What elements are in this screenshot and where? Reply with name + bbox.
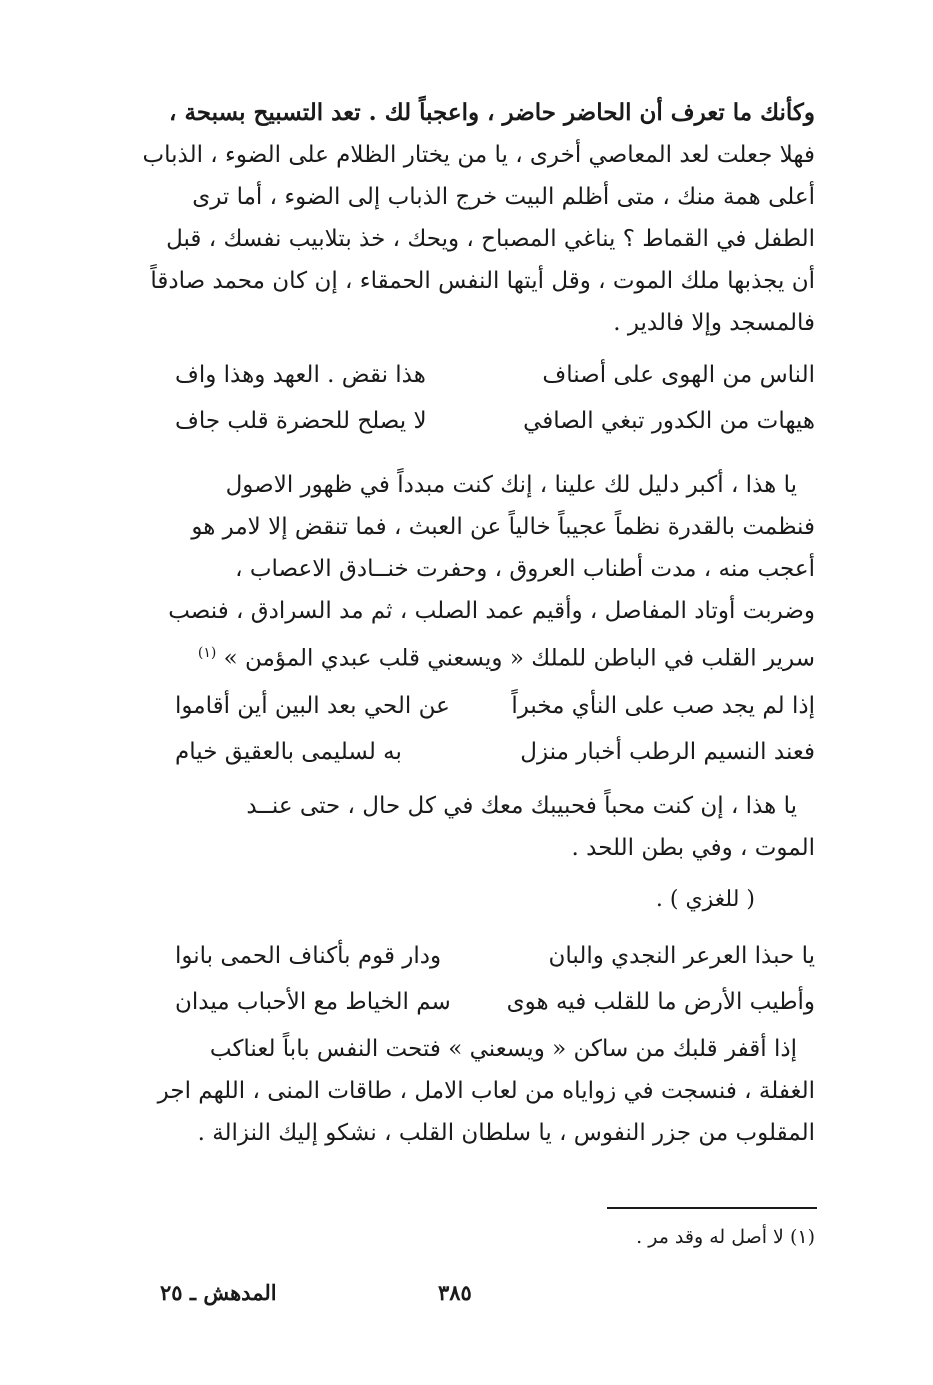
text-line: يا هذا ، أكبر دليل لك علينا ، إنك كنت مبدداً في ظهور الاصول xyxy=(225,472,797,498)
hemistich-left: هذا نقض . العهد وهذا واف xyxy=(175,362,426,388)
verse xyxy=(175,979,815,1025)
page-number: ٣٨٥ xyxy=(438,1280,472,1305)
footnote-divider xyxy=(607,1207,817,1209)
paragraph-1 xyxy=(142,92,815,344)
hemistich-left: ودار قوم بأكناف الحمى بانوا xyxy=(175,943,442,969)
text-line: أن يجذبها ملك الموت ، وقل أيتها النفس الحمقاء ، إن كان محمد صادقاً xyxy=(150,268,815,294)
text-line: وضربت أوتاد المفاصل ، وأقيم عمد الصلب ، ثم مد السرادق ، فنصب xyxy=(168,598,815,624)
verse xyxy=(175,398,815,444)
paragraph-2 xyxy=(168,464,815,680)
text-line: وكأنك ما تعرف أن الحاضر حاضر ، واعجباً لك . تعد التسبيح بسبحة ، xyxy=(169,99,815,126)
text-line: يا هذا ، إن كنت محباً فحبيبك معك في كل حال ، حتى عنــد xyxy=(246,793,797,819)
text-line: الغفلة ، فنسجت في زواياه من لعاب الامل ، طاقات المنى ، اللهم اجر xyxy=(157,1078,815,1104)
hemistich-right: فعند النسيم الرطب أخبار منزل xyxy=(520,739,815,765)
footnote-marker: (١) xyxy=(197,645,217,661)
text-line: المقلوب من جزر النفوس ، يا سلطان القلب ، نشكو إليك النزالة . xyxy=(197,1120,815,1146)
text-line: إذا أقفر قلبك من ساكن « ويسعني » فتحت النفس باباً لعناكب xyxy=(209,1036,797,1062)
text-line: فنظمت بالقدرة نظماً عجيباً خالياً عن العبث ، فما تنقض إلا لامر هو xyxy=(191,514,815,540)
text-line: أعجب منه ، مدت أطناب العروق ، وحفرت خنــادق الاعصاب ، xyxy=(235,556,815,582)
text-line: أعلى همة منك ، متى أظلم البيت خرج الذباب إلى الضوء ، أما ترى xyxy=(192,184,815,210)
poem-1 xyxy=(175,352,815,444)
running-title: المدهش ـ ٢٥ xyxy=(160,1280,277,1305)
verse xyxy=(175,683,815,729)
hemistich-left: به لسليمى بالعقيق خيام xyxy=(175,739,402,765)
hemistich-right: إذا لم يجد صب على النأي مخبراً xyxy=(511,693,815,719)
text-line: فهلا جعلت لعد المعاصي أخرى ، يا من يختار الظلام على الضوء ، الذباب xyxy=(142,142,815,168)
verse xyxy=(175,352,815,398)
footnote: (١) لا أصل له وقد مر . xyxy=(636,1226,815,1248)
paragraph-3 xyxy=(175,785,815,869)
hemistich-left: لا يصلح للحضرة قلب جاف xyxy=(175,408,427,434)
attribution: ( للغزي ) . xyxy=(655,887,755,912)
text-line: الطفل في القماط ؟ يناغي المصباح ، ويحك ، خذ بتلابيب نفسك ، قبل xyxy=(166,226,815,252)
hemistich-right: وأطيب الأرض ما للقلب فيه هوى xyxy=(506,989,815,1015)
verse xyxy=(175,933,815,979)
hemistich-left: سم الخياط مع الأحباب ميدان xyxy=(175,989,451,1015)
text-line-content: سرير القلب في الباطن للملك « ويسعني قلب عبدي المؤمن » xyxy=(223,645,815,672)
text-line: الموت ، وفي بطن اللحد . xyxy=(571,835,815,861)
text-line xyxy=(175,632,815,680)
verse xyxy=(175,729,815,775)
poem-3 xyxy=(175,933,815,1025)
hemistich-right: الناس من الهوى على أصناف xyxy=(542,362,815,388)
paragraph-4 xyxy=(157,1028,815,1154)
hemistich-left: عن الحي بعد البين أين أقاموا xyxy=(175,693,450,719)
hemistich-right: هيهات من الكدور تبغي الصافي xyxy=(523,408,815,434)
poem-2 xyxy=(175,683,815,775)
hemistich-right: يا حبذا العرعر النجدي والبان xyxy=(548,943,815,969)
text-line: فالمسجد وإلا فالدير . xyxy=(613,310,815,336)
